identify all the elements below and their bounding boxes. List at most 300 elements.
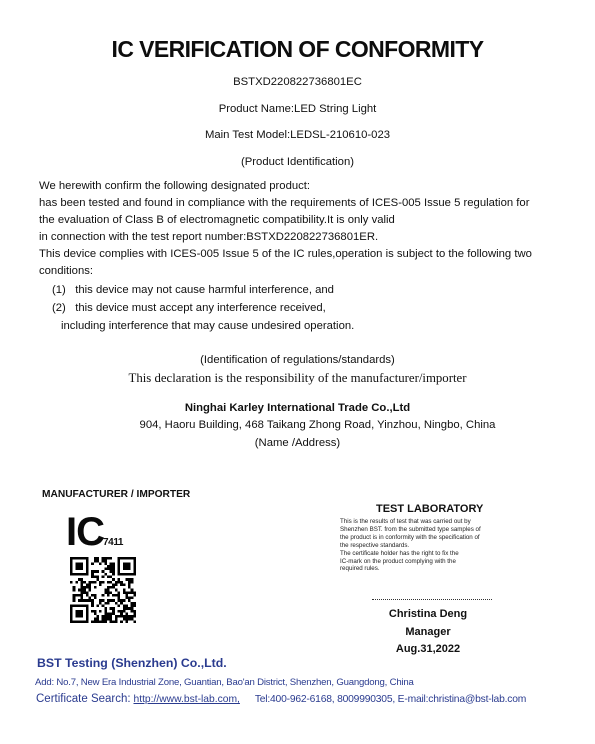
qr-module xyxy=(104,602,107,605)
qr-module xyxy=(91,573,94,576)
qr-module xyxy=(81,583,84,586)
qr-module xyxy=(88,597,91,600)
qr-module xyxy=(133,602,136,605)
qr-module xyxy=(81,568,84,571)
qr-module xyxy=(107,594,110,597)
qr-module xyxy=(81,612,84,615)
qr-module xyxy=(123,618,126,621)
qr-module xyxy=(131,615,134,618)
product-identification-label: (Product Identification) xyxy=(240,156,355,168)
qr-module xyxy=(104,562,107,565)
qr-module xyxy=(115,615,118,618)
qr-module xyxy=(107,591,110,594)
qr-module xyxy=(123,607,126,610)
qr-module xyxy=(70,560,73,563)
qr-module xyxy=(86,586,89,589)
qr-module xyxy=(96,618,99,621)
qr-module xyxy=(112,599,115,602)
qr-module xyxy=(96,557,99,560)
qr-module xyxy=(94,560,97,563)
qr-module xyxy=(125,620,128,623)
qr-module xyxy=(86,562,89,565)
qr-module xyxy=(123,573,126,576)
body-line: in connection with the test report number:BSTXD220822736801ER. xyxy=(39,231,379,243)
qr-module xyxy=(75,615,78,618)
lab-address: Add: No.7, New Era Industrial Zone, Guantian, Bao'an District, Shenzhen, Guangdong, China xyxy=(35,677,414,688)
qr-module xyxy=(128,562,131,565)
qr-module xyxy=(110,570,113,573)
signer-name: Christina Deng xyxy=(388,608,468,620)
sign-date: Aug.31,2022 xyxy=(395,643,461,655)
qr-module xyxy=(81,586,84,589)
qr-module xyxy=(91,570,94,573)
qr-module xyxy=(131,618,134,621)
qr-module xyxy=(83,586,86,589)
qr-module xyxy=(70,610,73,613)
qr-module xyxy=(112,565,115,568)
note-line: IC-mark on the product complying with the xyxy=(340,557,456,565)
qr-module xyxy=(104,612,107,615)
qr-module xyxy=(73,594,76,597)
qr-module xyxy=(99,620,102,623)
qr-module xyxy=(123,591,126,594)
qr-module xyxy=(112,573,115,576)
signer-title: Manager xyxy=(405,626,451,638)
manufacturer-address: 904, Haoru Building, 468 Taikang Zhong Road, Yinzhou, Ningbo, China xyxy=(139,419,496,431)
qr-module xyxy=(133,610,136,613)
qr-module xyxy=(120,599,123,602)
qr-module xyxy=(131,591,134,594)
qr-module xyxy=(118,581,121,584)
qr-module xyxy=(120,610,123,613)
qr-module xyxy=(83,581,86,584)
qr-module xyxy=(75,557,78,560)
qr-module xyxy=(102,581,105,584)
qr-module xyxy=(91,620,94,623)
qr-module xyxy=(86,594,89,597)
qr-module xyxy=(104,618,107,621)
qr-module xyxy=(78,605,81,608)
qr-module xyxy=(94,570,97,573)
qr-module xyxy=(128,597,131,600)
qr-module xyxy=(78,612,81,615)
qr-module xyxy=(133,568,136,571)
qr-module xyxy=(118,615,121,618)
qr-module xyxy=(128,557,131,560)
qr-module xyxy=(125,607,128,610)
qr-module xyxy=(110,586,113,589)
qr-module xyxy=(133,557,136,560)
qr-module xyxy=(102,615,105,618)
qr-module xyxy=(125,591,128,594)
qr-module xyxy=(118,560,121,563)
qr-module xyxy=(118,578,121,581)
qr-module xyxy=(118,605,121,608)
qr-module xyxy=(112,610,115,613)
qr-module xyxy=(94,610,97,613)
qr-module xyxy=(123,605,126,608)
qr-module xyxy=(99,583,102,586)
qr-module xyxy=(131,581,134,584)
qr-module xyxy=(131,573,134,576)
qr-module xyxy=(70,570,73,573)
qr-module xyxy=(112,594,115,597)
qr-module xyxy=(123,599,126,602)
test-model: Main Test Model:LEDSL-210610-023 xyxy=(204,129,391,141)
note-line: Shenzhen BST. from the submitted type samples of xyxy=(340,525,481,533)
qr-module xyxy=(120,602,123,605)
qr-module xyxy=(102,618,105,621)
qr-module xyxy=(115,620,118,623)
qr-module xyxy=(128,599,131,602)
qr-module xyxy=(81,565,84,568)
qr-module xyxy=(118,594,121,597)
qr-module xyxy=(78,568,81,571)
qr-module xyxy=(107,557,110,560)
condition-1 xyxy=(52,284,334,296)
qr-module xyxy=(123,562,126,565)
qr-module xyxy=(128,565,131,568)
qr-code-icon xyxy=(70,557,136,623)
qr-module xyxy=(94,586,97,589)
declaration-statement: This declaration is the responsibility of the manufacturer/importer xyxy=(128,371,467,385)
qr-module xyxy=(131,607,134,610)
qr-module xyxy=(120,573,123,576)
qr-module xyxy=(94,612,97,615)
qr-module xyxy=(86,591,89,594)
qr-module xyxy=(70,573,73,576)
qr-module xyxy=(94,557,97,560)
qr-module xyxy=(102,560,105,563)
qr-module xyxy=(110,557,113,560)
qr-module xyxy=(118,597,121,600)
qr-module xyxy=(123,589,126,592)
manufacturer-name: Ninghai Karley International Trade Co.,Ltd xyxy=(184,402,411,414)
test-lab-heading: TEST LABORATORY xyxy=(376,503,484,515)
qr-module xyxy=(81,605,84,608)
qr-module xyxy=(133,615,136,618)
qr-module xyxy=(81,599,84,602)
qr-module xyxy=(125,573,128,576)
qr-module xyxy=(131,602,134,605)
body-line: the evaluation of Class B of electromagnetic compatibility.It is only valid xyxy=(39,214,395,226)
qr-module xyxy=(88,583,91,586)
qr-module xyxy=(73,586,76,589)
qr-module xyxy=(78,562,81,565)
qr-module xyxy=(73,557,76,560)
qr-module xyxy=(125,605,128,608)
certificate-search-row xyxy=(36,693,526,705)
qr-module xyxy=(83,620,86,623)
qr-module xyxy=(75,573,78,576)
qr-module xyxy=(112,568,115,571)
ic-mark-logo: IC xyxy=(66,510,104,554)
qr-module xyxy=(86,612,89,615)
test-lab-note xyxy=(340,518,520,573)
qr-module xyxy=(107,565,110,568)
qr-module xyxy=(91,602,94,605)
qr-module xyxy=(110,591,113,594)
certificate-search-link[interactable]: http://www.bst-lab.com, xyxy=(133,694,240,705)
qr-module xyxy=(104,589,107,592)
qr-module xyxy=(94,597,97,600)
qr-module xyxy=(104,560,107,563)
qr-module xyxy=(88,586,91,589)
qr-module xyxy=(112,583,115,586)
qr-module xyxy=(86,620,89,623)
qr-module xyxy=(125,568,128,571)
qr-module xyxy=(99,562,102,565)
qr-module xyxy=(128,586,131,589)
qr-module xyxy=(125,597,128,600)
product-name: Product Name:LED String Light xyxy=(218,103,377,115)
qr-module xyxy=(133,573,136,576)
qr-module xyxy=(131,557,134,560)
qr-module xyxy=(123,610,126,613)
lab-company-name: BST Testing (Shenzhen) Co.,Ltd. xyxy=(37,656,227,670)
qr-module xyxy=(112,570,115,573)
manufacturer-heading: MANUFACTURER / IMPORTER xyxy=(42,489,191,500)
qr-module xyxy=(81,615,84,618)
qr-module xyxy=(128,568,131,571)
qr-module xyxy=(86,605,89,608)
qr-module xyxy=(123,615,126,618)
qr-module xyxy=(104,615,107,618)
qr-module xyxy=(75,594,78,597)
qr-module xyxy=(94,618,97,621)
qr-module xyxy=(75,581,78,584)
qr-module xyxy=(96,615,99,618)
qr-module xyxy=(128,618,131,621)
body-line: This device complies with ICES-005 Issue 5 of the IC rules,operation is subject to the following two xyxy=(39,248,532,260)
qr-module xyxy=(118,565,121,568)
qr-module xyxy=(131,597,134,600)
qr-module xyxy=(120,612,123,615)
qr-module xyxy=(123,565,126,568)
qr-module xyxy=(70,605,73,608)
note-line: required rules. xyxy=(340,565,380,573)
qr-module xyxy=(110,620,113,623)
body-line: has been tested and found in compliance with the requirements of ICES-005 Issue 5 regulation for xyxy=(39,197,530,209)
qr-module xyxy=(94,581,97,584)
body-line: conditions: xyxy=(39,265,94,277)
contact-info: Tel:400-962-6168, 8009990305, E-mail:christina@bst-lab.com xyxy=(254,694,527,705)
qr-module xyxy=(118,557,121,560)
qr-module xyxy=(125,594,128,597)
qr-module xyxy=(91,610,94,613)
qr-module xyxy=(112,612,115,615)
qr-module xyxy=(102,575,105,578)
qr-module xyxy=(86,568,89,571)
qr-module xyxy=(86,557,89,560)
qr-module xyxy=(75,620,78,623)
qr-module xyxy=(110,581,113,584)
qr-module xyxy=(81,594,84,597)
qr-module xyxy=(78,589,81,592)
qr-module xyxy=(118,573,121,576)
signature-line xyxy=(372,599,492,600)
qr-module xyxy=(75,612,78,615)
qr-module xyxy=(75,605,78,608)
qr-module xyxy=(70,581,73,584)
qr-module xyxy=(96,570,99,573)
qr-module xyxy=(78,610,81,613)
name-address-label: (Name /Address) xyxy=(254,437,341,449)
qr-module xyxy=(102,570,105,573)
qr-module xyxy=(128,578,131,581)
qr-module xyxy=(107,615,110,618)
qr-module xyxy=(125,578,128,581)
qr-module xyxy=(115,602,118,605)
qr-module xyxy=(118,610,121,613)
qr-module xyxy=(110,575,113,578)
qr-module xyxy=(110,618,113,621)
qr-module xyxy=(78,615,81,618)
qr-module xyxy=(104,557,107,560)
qr-module xyxy=(104,591,107,594)
qr-module xyxy=(81,578,84,581)
qr-module xyxy=(112,578,115,581)
qr-module xyxy=(75,610,78,613)
note-line: the respective standards. xyxy=(340,541,410,549)
qr-module xyxy=(125,565,128,568)
note-line: The certificate holder has the right to fix the xyxy=(340,549,459,557)
qr-module xyxy=(133,570,136,573)
qr-module xyxy=(78,620,81,623)
qr-module xyxy=(107,589,110,592)
qr-module xyxy=(128,583,131,586)
qr-module xyxy=(107,575,110,578)
qr-module xyxy=(112,620,115,623)
qr-module xyxy=(96,560,99,563)
qr-module xyxy=(128,591,131,594)
qr-module xyxy=(78,594,81,597)
qr-module xyxy=(107,586,110,589)
qr-module xyxy=(73,620,76,623)
qr-module xyxy=(96,575,99,578)
qr-module xyxy=(91,581,94,584)
qr-module xyxy=(112,607,115,610)
qr-module xyxy=(70,562,73,565)
certification-body xyxy=(39,178,532,280)
qr-module xyxy=(104,568,107,571)
qr-module xyxy=(123,568,126,571)
body-line: We herewith confirm the following designated product: xyxy=(39,180,311,192)
qr-module xyxy=(133,560,136,563)
qr-module xyxy=(133,591,136,594)
certificate-search-label: Certificate Search: xyxy=(36,693,131,705)
qr-module xyxy=(75,568,78,571)
qr-module xyxy=(110,615,113,618)
qr-module xyxy=(81,597,84,600)
qr-module xyxy=(81,589,84,592)
document-title: IC VERIFICATION OF CONFORMITY xyxy=(111,36,484,62)
qr-module xyxy=(133,594,136,597)
qr-module xyxy=(118,562,121,565)
qr-module xyxy=(125,618,128,621)
qr-module xyxy=(88,599,91,602)
qr-module xyxy=(94,594,97,597)
qr-module xyxy=(78,573,81,576)
qr-module xyxy=(81,591,84,594)
qr-module xyxy=(120,581,123,584)
qr-module xyxy=(70,615,73,618)
qr-module xyxy=(115,581,118,584)
qr-module xyxy=(83,605,86,608)
qr-module xyxy=(83,557,86,560)
qr-module xyxy=(107,612,110,615)
qr-module xyxy=(110,565,113,568)
qr-module xyxy=(73,589,76,592)
qr-module xyxy=(75,562,78,565)
qr-module xyxy=(128,581,131,584)
qr-module xyxy=(99,602,102,605)
qr-module xyxy=(81,573,84,576)
qr-module xyxy=(83,591,86,594)
qr-module xyxy=(78,599,81,602)
qr-module xyxy=(102,620,105,623)
qr-module xyxy=(102,557,105,560)
qr-module xyxy=(120,615,123,618)
qr-module xyxy=(131,610,134,613)
qr-module xyxy=(96,605,99,608)
condition-continuation: including interference that may cause undesired operation. xyxy=(61,320,355,332)
report-number: BSTXD220822736801EC xyxy=(233,76,362,88)
qr-module xyxy=(91,594,94,597)
qr-module xyxy=(131,578,134,581)
qr-module xyxy=(102,605,105,608)
qr-module xyxy=(81,562,84,565)
qr-module xyxy=(70,557,73,560)
qr-module xyxy=(70,568,73,571)
condition-2 xyxy=(52,302,326,314)
qr-module xyxy=(86,573,89,576)
qr-module xyxy=(133,612,136,615)
qr-module xyxy=(91,575,94,578)
qr-module xyxy=(104,573,107,576)
qr-module xyxy=(131,589,134,592)
qr-module xyxy=(115,618,118,621)
condition-number: (1) xyxy=(52,284,66,296)
qr-module xyxy=(133,562,136,565)
qr-module xyxy=(123,557,126,560)
qr-module xyxy=(73,597,76,600)
qr-module xyxy=(107,618,110,621)
qr-module xyxy=(88,589,91,592)
qr-module xyxy=(118,570,121,573)
qr-module xyxy=(102,594,105,597)
qr-module xyxy=(81,581,84,584)
qr-module xyxy=(125,562,128,565)
qr-module xyxy=(131,605,134,608)
note-line: This is the results of test that was carried out by xyxy=(340,518,471,525)
qr-module xyxy=(91,562,94,565)
condition-text: this device must accept any interference received, xyxy=(75,302,326,314)
qr-module xyxy=(125,557,128,560)
qr-module xyxy=(125,615,128,618)
qr-module xyxy=(78,565,81,568)
ic-number: 7411 xyxy=(103,537,124,548)
qr-module xyxy=(73,599,76,602)
qr-module xyxy=(94,620,97,623)
qr-module xyxy=(125,612,128,615)
qr-module xyxy=(88,581,91,584)
qr-module xyxy=(118,568,121,571)
qr-module xyxy=(81,620,84,623)
qr-module xyxy=(86,610,89,613)
qr-module xyxy=(86,599,89,602)
qr-module xyxy=(107,568,110,571)
